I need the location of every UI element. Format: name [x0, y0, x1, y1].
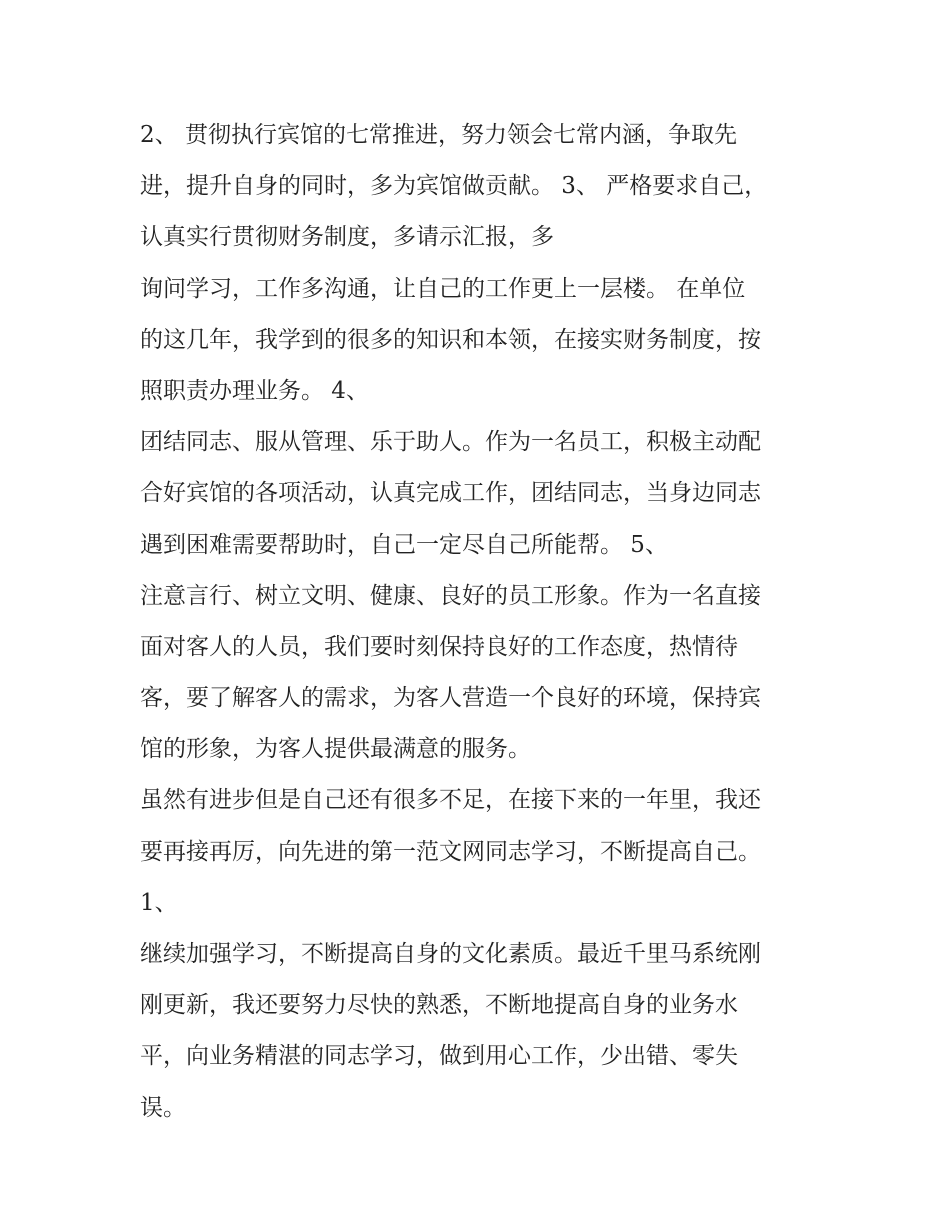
text-line: 注意言行、树立文明、健康、良好的员工形象。作为一名直接 — [140, 582, 761, 609]
text-line: 要再接再厉，向先进的第一范文网同志学习，不断提高自己。 — [140, 838, 761, 865]
text-line: 合好宾馆的各项活动，认真完成工作，团结同志，当身边同志 — [140, 480, 761, 507]
text-line: 团结同志、服从管理、乐于助人。作为一名员工，积极主动配 — [140, 429, 761, 456]
text-line: 进，提升自身的同时，多为宾馆做贡献。 3、 严格要求自己， — [140, 173, 768, 200]
text-line: 照职责办理业务。 4、 — [140, 377, 369, 404]
text-line: 客，要了解客人的需求，为客人营造一个良好的环境，保持宾 — [140, 685, 761, 712]
text-line: 遇到困难需要帮助时，自己一定尽自己所能帮。 5、 — [140, 531, 668, 558]
text-line: 虽然有进步但是自己还有很多不足，在接下来的一年里，我还 — [140, 787, 761, 814]
text-line: 2、 贯彻执行宾馆的七常推进，努力领会七常内涵，争取先 — [140, 122, 737, 148]
text-line: 继续加强学习，不断提高自身的文化素质。最近千里马系统刚 — [140, 941, 761, 967]
text-line: 的这几年，我学到的很多的知识和本领，在接实财务制度，按 — [140, 326, 761, 353]
document-body — [140, 110, 820, 1134]
text-line: 刚更新，我还要努力尽快的熟悉，不断地提高自身的业务水 — [140, 992, 738, 1019]
text-line: 认真实行贯彻财务制度，多请示汇报，多 — [140, 224, 554, 251]
text-line: 1、 — [140, 889, 178, 916]
text-line: 误。 — [140, 1094, 186, 1121]
text-line: 平，向业务精湛的同志学习，做到用心工作，少出错、零失 — [140, 1043, 738, 1070]
text-line: 面对客人的人员，我们要时刻保持良好的工作态度，热情待 — [140, 633, 738, 660]
text-line: 馆的形象，为客人提供最满意的服务。 — [140, 736, 531, 763]
text-line: 询问学习，工作多沟通，让自己的工作更上一层楼。 在单位 — [140, 275, 746, 302]
